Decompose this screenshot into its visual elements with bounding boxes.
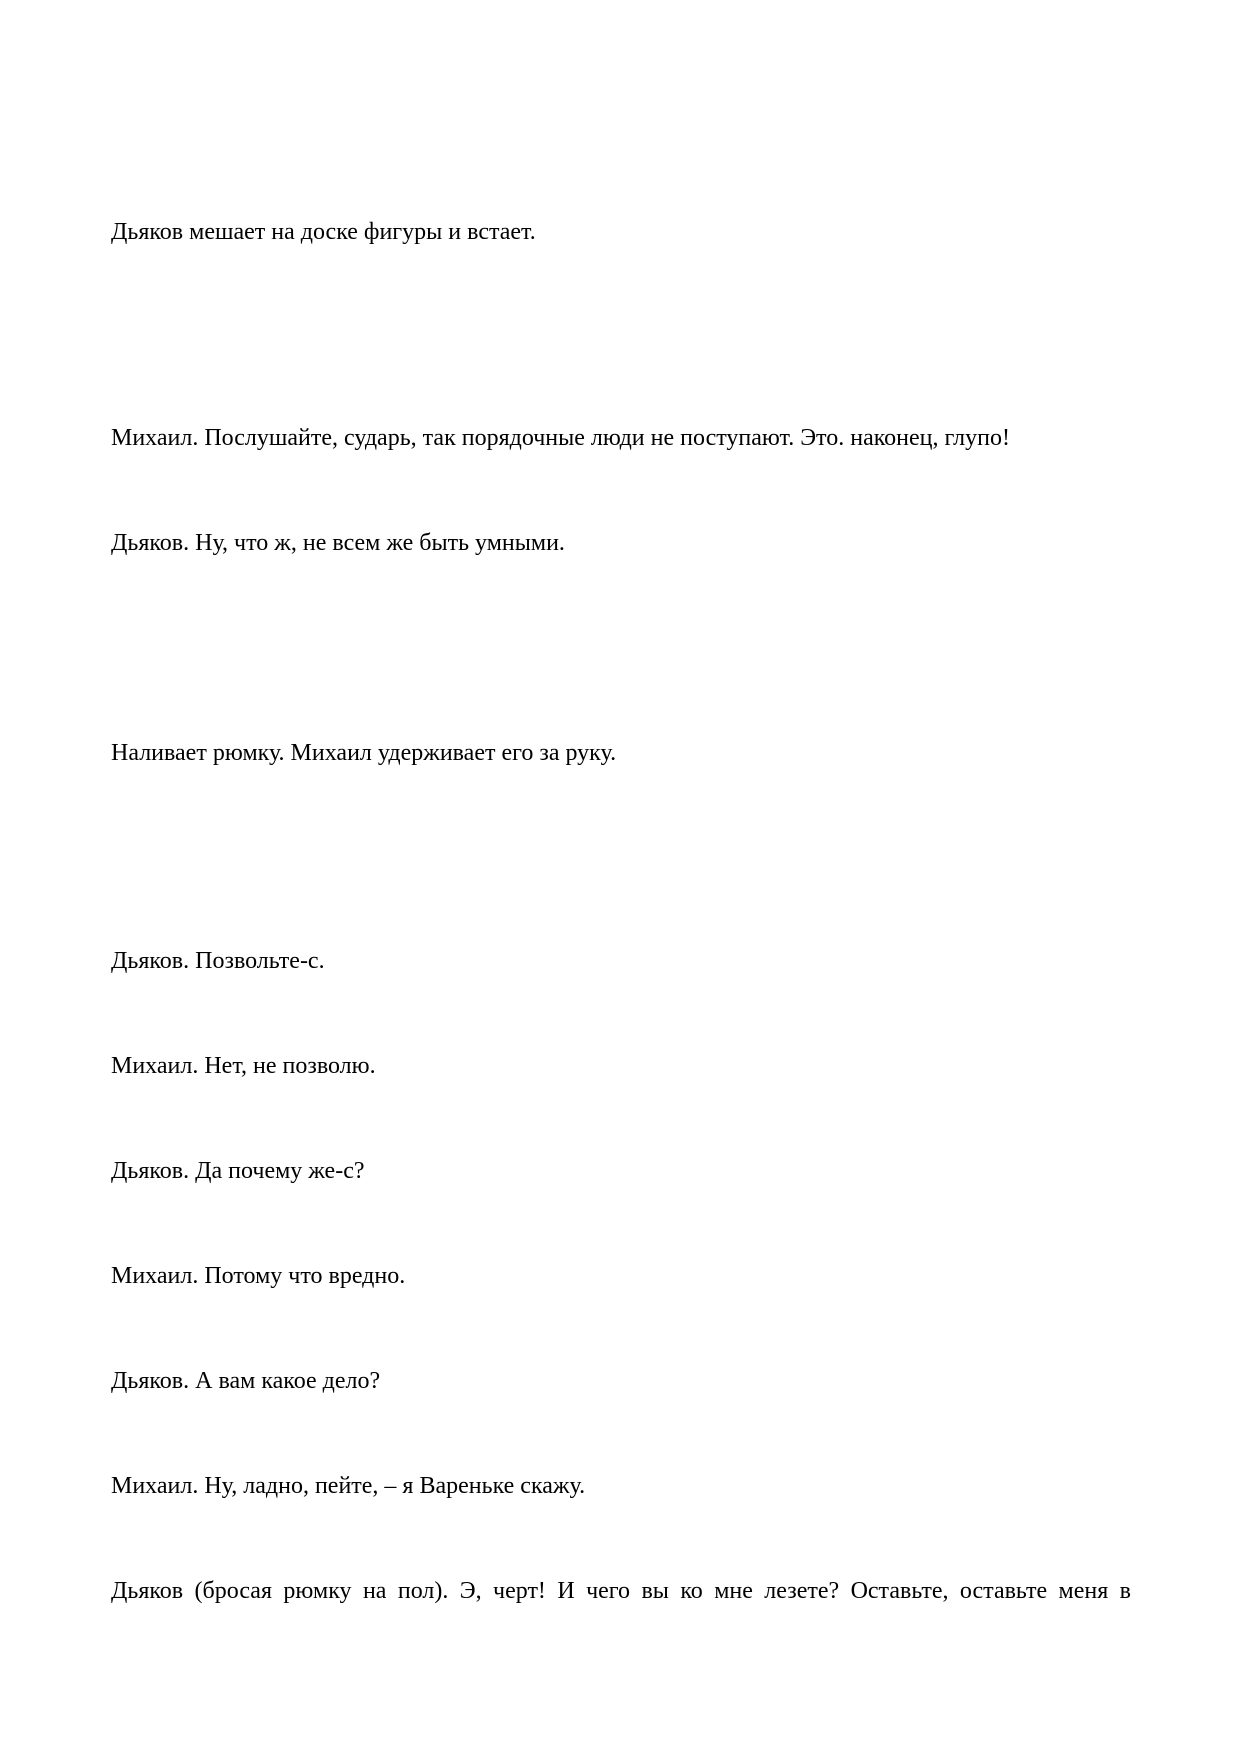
dialogue-line: Михаил. Ну, ладно, пейте, – я Вареньке скажу. <box>111 1473 586 1499</box>
dialogue-line: Дьяков (бросая рюмку на пол). Э, черт! И чего вы ко мне лезете? Оставьте, оставьте меня в <box>111 1578 1131 1604</box>
dialogue-line: Дьяков. Позвольте-с. <box>111 948 325 974</box>
dialogue-line: Михаил. Нет, не позволю. <box>111 1053 376 1079</box>
dialogue-line: Михаил. Потому что вредно. <box>111 1263 406 1289</box>
dialogue-line: Дьяков. Да почему же-с? <box>111 1158 365 1184</box>
dialogue-line: Михаил. Послушайте, сударь, так порядочные люди не поступают. Это. наконец, глупо! <box>111 425 1010 451</box>
dialogue-line: Дьяков. Ну, что ж, не всем же быть умными. <box>111 530 565 556</box>
dialogue-line: Дьяков. А вам какое дело? <box>111 1368 381 1394</box>
stage-direction: Дьяков мешает на доске фигуры и встает. <box>111 219 536 245</box>
stage-direction: Наливает рюмку. Михаил удерживает его за руку. <box>111 740 617 766</box>
